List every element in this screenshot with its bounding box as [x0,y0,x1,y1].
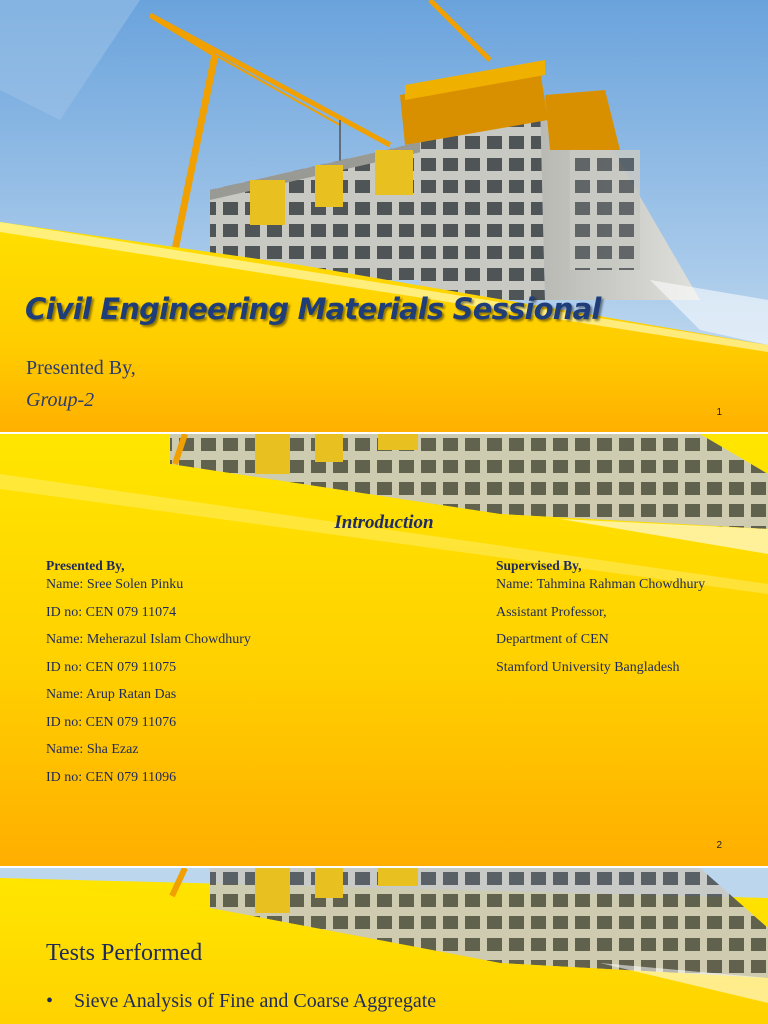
presented-by-label: Presented By, [26,357,136,379]
member-id: ID no: CEN 079 11076 [46,714,177,730]
presented-by-heading: Presented By, [46,558,125,573]
slide-2 [0,434,768,866]
member-name: Name: Meherazul Islam Chowdhury [46,632,251,647]
slide-title: Civil Engineering Materials Sessional [25,292,601,326]
slide-title: Introduction [334,512,434,533]
member-id: ID no: CEN 079 11074 [46,604,177,620]
group-label: Group-2 [26,389,95,411]
supervisor-name: Name: Tahmina Rahman Chowdhury [496,577,706,592]
supervisor-department: Department of CEN [496,632,609,647]
slide-number: 2 [716,840,722,851]
member-id: ID no: CEN 079 11075 [46,659,177,675]
bullet-text: Sieve Analysis of Fine and Coarse Aggregate [74,990,437,1012]
supervisor-university: Stamford University Bangladesh [496,659,680,675]
slide-3 [0,868,768,1024]
member-id: ID no: CEN 079 11096 [46,769,177,785]
slide-number: 1 [716,407,722,418]
presented-by-column [46,558,251,796]
slide-title: Tests Performed [46,940,203,966]
member-name: Name: Sree Solen Pinku [46,577,184,592]
supervisor-title: Assistant Professor, [496,604,607,620]
member-name: Name: Arup Ratan Das [46,687,177,702]
bullet-icon: • [46,990,54,1012]
supervised-by-heading: Supervised By, [496,558,582,573]
list-item [46,990,436,1013]
slide-1 [0,0,768,432]
supervised-by-column [496,558,705,686]
member-name: Name: Sha Ezaz [46,742,139,757]
